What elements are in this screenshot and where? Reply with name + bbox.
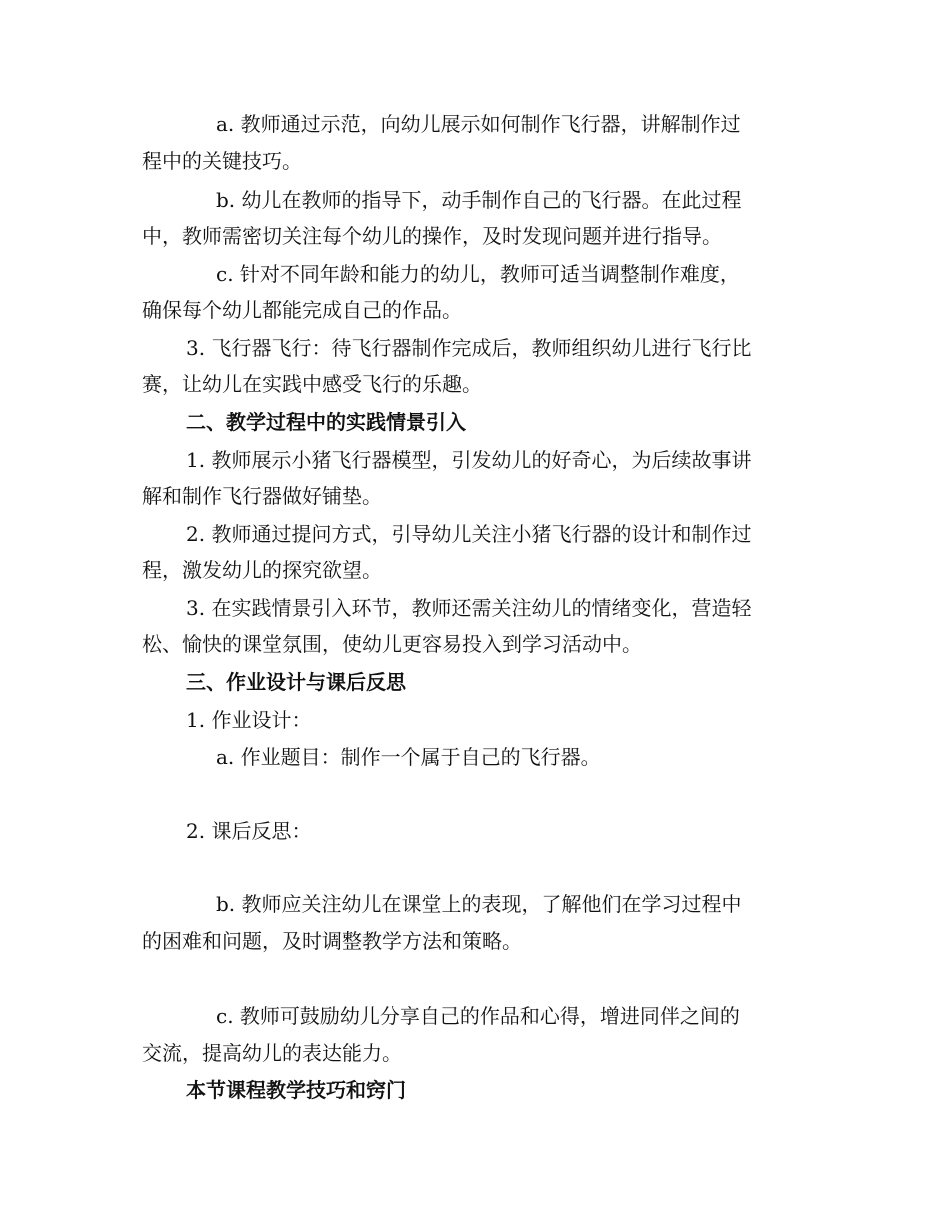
paragraph-line: 确保每个幼儿都能完成自己的作品。 [142, 298, 462, 322]
paragraph-line: a. 作业题目：制作一个属于自己的飞行器。 [216, 745, 601, 769]
paragraph-line: 解和制作飞行器做好铺垫。 [142, 484, 382, 508]
paragraph-line: 3. 在实践情景引入环节，教师还需关注幼儿的情绪变化，营造轻 [186, 596, 752, 620]
section-heading: 二、教学过程中的实践情景引入 [186, 410, 466, 434]
paragraph-line: c. 针对不同年龄和能力的幼儿，教师可适当调整制作难度， [216, 262, 740, 286]
paragraph-line: b. 幼儿在教师的指导下，动手制作自己的飞行器。在此过程 [216, 188, 742, 212]
paragraph-line: 2. 教师通过提问方式，引导幼儿关注小猪飞行器的设计和制作过 [186, 522, 752, 546]
paragraph-line: 松、愉快的课堂氛围，使幼儿更容易投入到学习活动中。 [142, 632, 642, 656]
paragraph-line: 1. 教师展示小猪飞行器模型，引发幼儿的好奇心，为后续故事讲 [186, 448, 752, 472]
paragraph-line: 赛，让幼儿在实践中感受飞行的乐趣。 [142, 372, 482, 396]
paragraph-line: a. 教师通过示范，向幼儿展示如何制作飞行器，讲解制作过 [216, 112, 741, 136]
paragraph-line: 2. 课后反思： [186, 819, 312, 843]
paragraph-line: 3. 飞行器飞行：待飞行器制作完成后，教师组织幼儿进行飞行比 [186, 336, 752, 360]
paragraph-line: c. 教师可鼓励幼儿分享自己的作品和心得，增进同伴之间的 [216, 1004, 740, 1028]
paragraph-line: 的困难和问题，及时调整教学方法和策略。 [142, 929, 522, 953]
paragraph-line: 1. 作业设计： [186, 708, 312, 732]
paragraph-line: 程中的关键技巧。 [142, 149, 302, 173]
section-heading: 本节课程教学技巧和窍门 [186, 1078, 406, 1102]
paragraph-line: b. 教师应关注幼儿在课堂上的表现，了解他们在学习过程中 [216, 892, 742, 916]
paragraph-line: 中，教师需密切关注每个幼儿的操作，及时发现问题并进行指导。 [142, 224, 722, 248]
section-heading: 三、作业设计与课后反思 [186, 670, 406, 694]
paragraph-line: 程，激发幼儿的探究欲望。 [142, 558, 382, 582]
paragraph-line: 交流，提高幼儿的表达能力。 [142, 1041, 402, 1065]
